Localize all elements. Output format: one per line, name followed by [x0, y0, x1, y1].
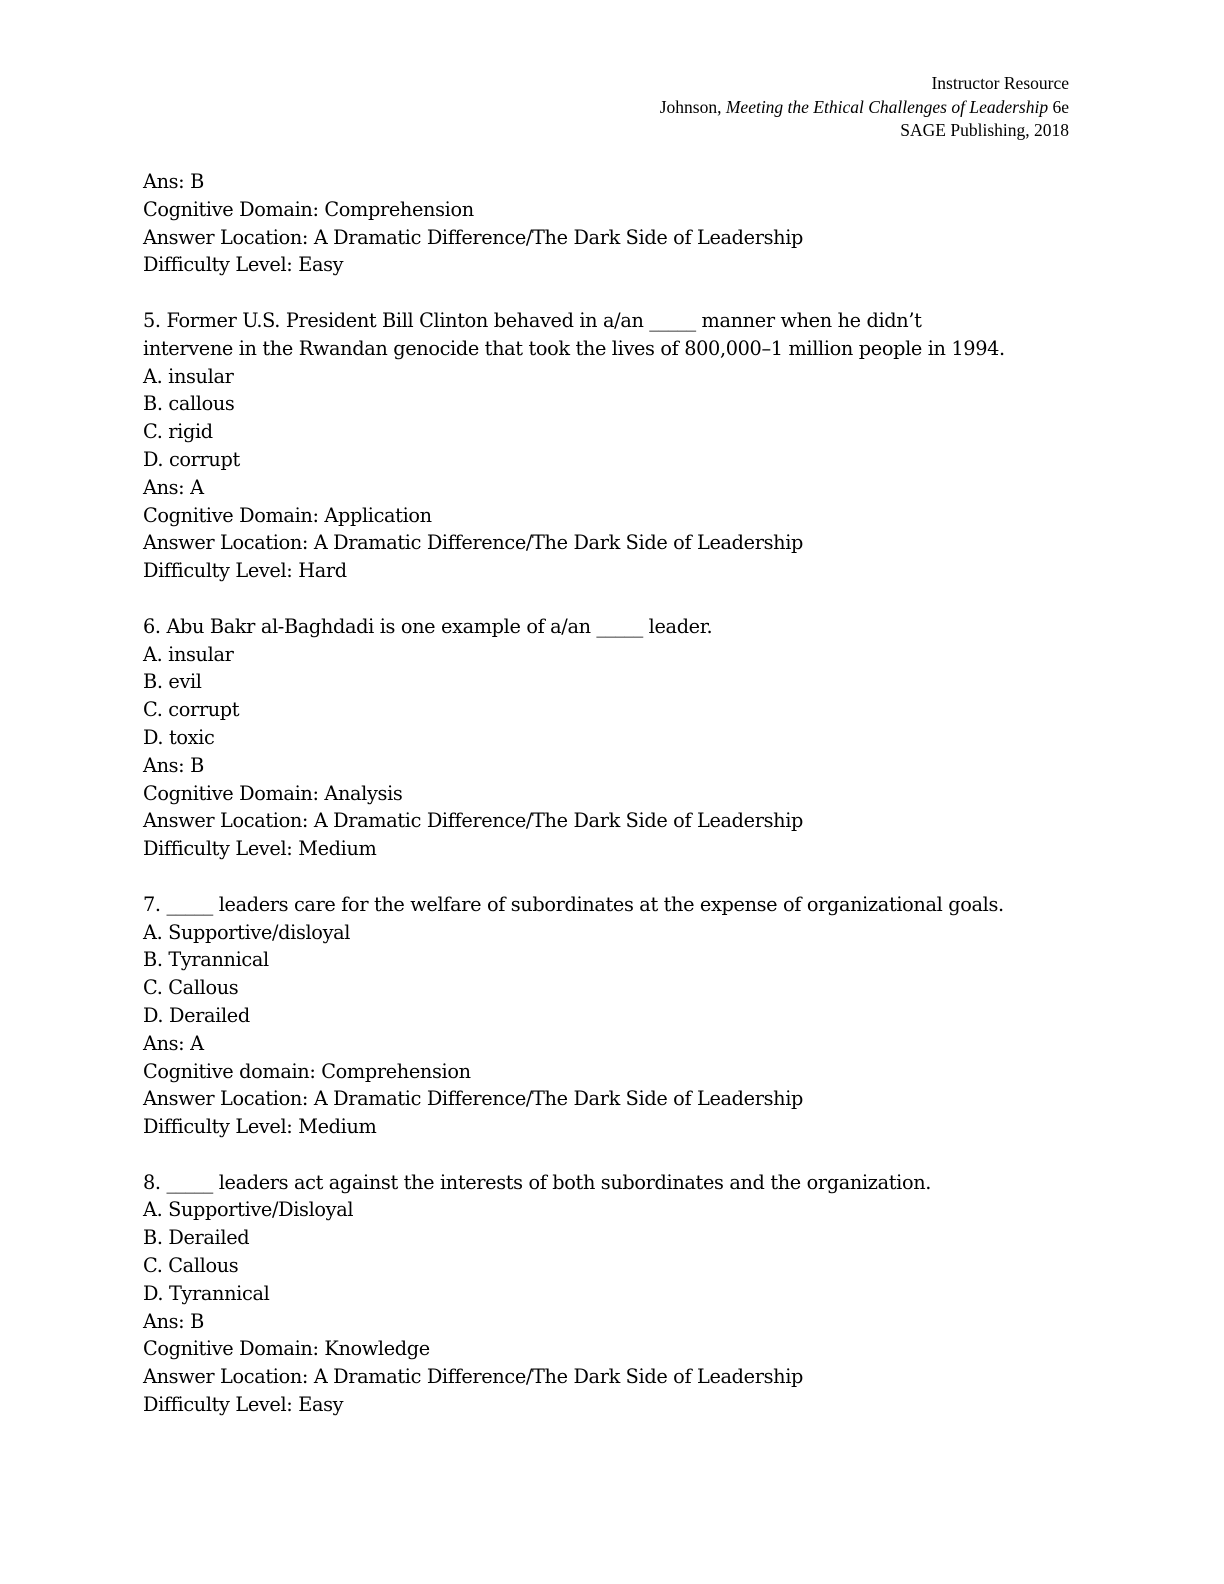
answer-key-line: Ans: B [143, 1309, 204, 1333]
header-resource-label: Instructor Resource [931, 73, 1069, 93]
answer-option-line: D. Derailed [143, 1003, 250, 1027]
blank-line [143, 1141, 1103, 1169]
answer-location-line: Answer Location: A Dramatic Difference/The Dark Side of Leadership [143, 1087, 804, 1111]
answer-option-line: C. Callous [143, 1254, 239, 1278]
header-book-citation [660, 96, 1069, 120]
answer-option-line: B. evil [143, 670, 202, 694]
blank-line [143, 863, 1103, 891]
question-stem-line: 8. _____ leaders act against the interests of both subordinates and the organization. [143, 1170, 932, 1194]
answer-location-line: Answer Location: A Dramatic Difference/The Dark Side of Leadership [143, 809, 804, 833]
page-header [660, 72, 1069, 143]
answer-option-line: A. insular [143, 642, 234, 666]
answer-option-line: D. corrupt [143, 447, 240, 471]
answer-option-line: C. rigid [143, 420, 213, 444]
answer-key-line: Ans: B [143, 170, 204, 193]
answer-option-line: B. Tyrannical [143, 948, 269, 972]
answer-location-line: Answer Location: A Dramatic Difference/The Dark Side of Leadership [143, 531, 804, 555]
cognitive-domain-line: Cognitive Domain: Application [143, 503, 432, 527]
difficulty-level-line: Difficulty Level: Hard [143, 559, 347, 583]
header-book-title: Meeting the Ethical Challenges of Leadership [725, 96, 1049, 117]
answer-key-line: Ans: B [143, 753, 204, 777]
blank-line [143, 585, 1103, 613]
cognitive-domain-line: Cognitive Domain: Analysis [143, 781, 403, 805]
question-stem-line: 5. Former U.S. President Bill Clinton behaved in a/an _____ manner when he didn’t [143, 308, 922, 332]
cognitive-domain-line: Cognitive Domain: Knowledge [143, 1337, 430, 1361]
answer-option-line: D. Tyrannical [143, 1281, 270, 1305]
answer-key-line: Ans: A [143, 1031, 204, 1055]
answer-location-line: Answer Location: A Dramatic Difference/The Dark Side of Leadership [143, 225, 804, 249]
cognitive-domain-line: Cognitive domain: Comprehension [143, 1059, 471, 1083]
question-bank-body [143, 168, 1103, 1419]
answer-option-line: A. Supportive/Disloyal [143, 1198, 354, 1222]
header-author: Johnson, [659, 96, 722, 117]
answer-option-line: B. Derailed [143, 1226, 250, 1250]
header-publisher: SAGE Publishing, 2018 [900, 120, 1069, 140]
header-edition: 6e [1052, 96, 1069, 117]
answer-location-line: Answer Location: A Dramatic Difference/The Dark Side of Leadership [143, 1365, 804, 1389]
difficulty-level-line: Difficulty Level: Easy [143, 1393, 344, 1417]
difficulty-level-line: Difficulty Level: Medium [143, 1115, 377, 1139]
blank-line [143, 279, 1103, 307]
answer-key-line: Ans: A [143, 475, 204, 499]
answer-option-line: A. Supportive/disloyal [143, 920, 351, 944]
question-stem-line: 6. Abu Bakr al-Baghdadi is one example of a/an _____ leader. [143, 614, 713, 638]
cognitive-domain-line: Cognitive Domain: Comprehension [143, 197, 474, 221]
answer-option-line: C. corrupt [143, 698, 240, 722]
answer-option-line: B. callous [143, 392, 235, 416]
question-stem-continuation-line: intervene in the Rwandan genocide that took the lives of 800,000–1 million people in 1994. [143, 336, 1005, 360]
answer-option-line: D. toxic [143, 725, 215, 749]
question-stem-line: 7. _____ leaders care for the welfare of subordinates at the expense of organizational goals. [143, 892, 1004, 916]
difficulty-level-line: Difficulty Level: Medium [143, 837, 377, 861]
answer-option-line: C. Callous [143, 976, 239, 1000]
difficulty-level-line: Difficulty Level: Easy [143, 253, 344, 277]
answer-option-line: A. insular [143, 364, 234, 388]
